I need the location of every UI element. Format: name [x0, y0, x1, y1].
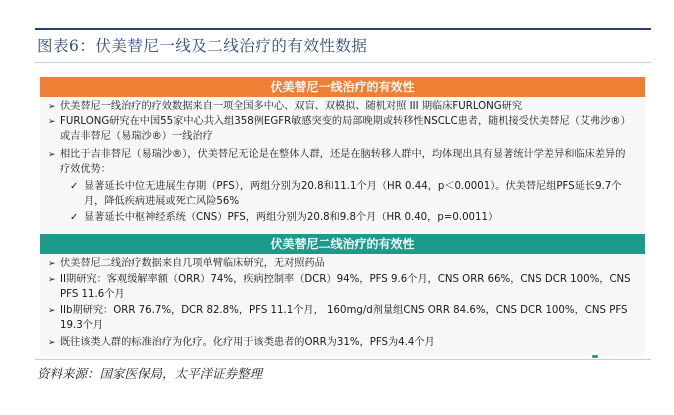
list-item: ➢ 既往该类人群的标准治疗为化疗。化疗用于该类患者的ORR为31%，PFS为4.4个月: [48, 336, 633, 351]
bottom-rule: [35, 359, 651, 360]
list-item: ➢ II期研究：客观缓解率额（ORR）74%，疾病控制率（DCR）94%，PFS 9.6个月，CNS ORR 66%，CNS DCR 100%，CNS PFS 11.6个月: [48, 274, 631, 300]
arrow-bullet-icon: ➢: [48, 259, 56, 269]
section2-header: 伏美替尼二线治疗的有效性: [40, 234, 645, 254]
top-rule: [35, 28, 651, 30]
decorative-dot: [592, 355, 598, 358]
arrow-bullet-icon: ➢: [48, 275, 56, 285]
list-item: ➢ 伏美替尼一线治疗的疗效数据来自一项全国多中心、双盲、双模拟、随机对照 III 期临床FURLONG研究: [48, 100, 633, 115]
list-item: ➢ 相比于吉非替尼（易瑞沙®），伏美替尼无论是在整体人群，还是在脑转移人群中，均体现出具有显著统计学差异和临床差异的疗效优势：: [48, 149, 626, 175]
arrow-bullet-icon: ➢: [48, 306, 56, 316]
list-item: ➢ 伏美替尼二线治疗数据来自几项单臂临床研究，无对照药品: [48, 257, 633, 272]
list-item: ➢ IIb期研究：ORR 76.7%，DCR 82.8%，PFS 11.1个月， 160mg/d剂量组CNS ORR 84.6%，CNS DCR 100%，CNS PFS 19.3个月: [48, 305, 628, 331]
arrow-bullet-icon: ➢: [48, 338, 56, 348]
section1-header: 伏美替尼一线治疗的有效性: [40, 77, 645, 97]
title-rule: [35, 62, 651, 63]
check-bullet-icon: ✓: [70, 212, 79, 223]
figure-title: 图表6：伏美替尼一线及二线治疗的有效性数据: [37, 37, 368, 55]
arrow-bullet-icon: ➢: [48, 117, 56, 127]
list-item: ➢ FURLONG研究在中国55家中心共入组358例EGFR敏感突变的局部晚期或转移性NSCLC患者，随机接受伏美替尼（艾弗沙®）或吉非替尼（易瑞沙®）一线治疗: [48, 116, 631, 142]
source-note: 资料来源：国家医保局，太平洋证券整理: [37, 366, 263, 381]
sub-list-item: ✓ 显著延长中枢神经系统（CNS）PFS，两组分别为20.8和9.8个月（HR 0.40，p=0.0011）: [70, 211, 630, 226]
arrow-bullet-icon: ➢: [48, 102, 56, 112]
sub-list-item: ✓ 显著延长中位无进展生存期（PFS），两组分别为20.8和11.1个月（HR 0.44，p＜0.0001）。伏美替尼组PFS延长9.7个月，降低疾病进展或死亡风险56%: [70, 181, 622, 207]
check-bullet-icon: ✓: [70, 181, 79, 192]
arrow-bullet-icon: ➢: [48, 150, 56, 160]
